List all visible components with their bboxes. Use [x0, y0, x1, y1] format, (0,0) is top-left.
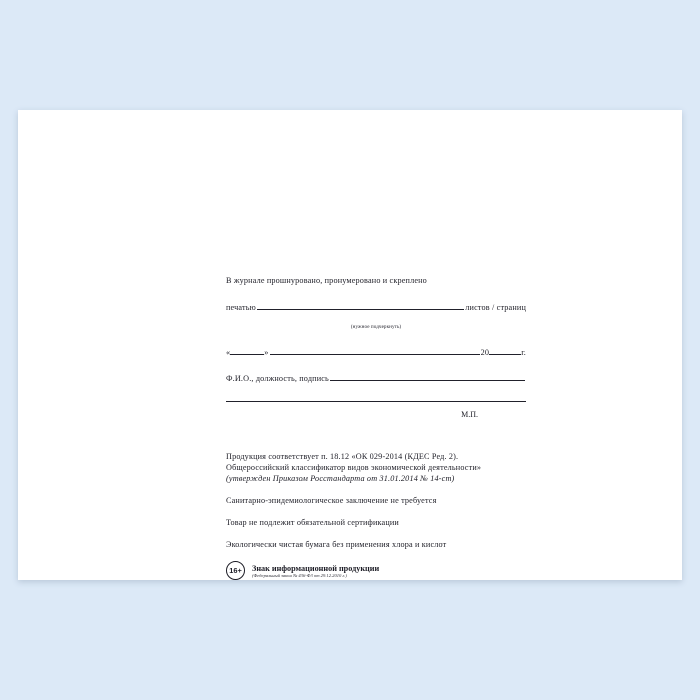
- footer-note-1: Общероссийский классификатор видов экономической деятельности»: [226, 463, 482, 473]
- age-rating-icon: 16+: [226, 561, 245, 580]
- date-quote-open: «: [226, 347, 231, 357]
- footer-note-group-2: [226, 496, 526, 507]
- footer-note-3: Санитарно-эпидемиологическое заключение не требуется: [226, 495, 437, 505]
- footer-note-2: (утвержден Приказом Росстандарта от 31.01.2014 № 14-ст): [226, 474, 455, 484]
- date-year-blank: [489, 346, 521, 355]
- date-month-blank: [270, 346, 480, 355]
- signature-line: [226, 372, 526, 420]
- footer-note-5: Экологически чистая бумага без применения хлора и кислот: [226, 539, 447, 549]
- footer-note-0: Продукция соответствует п. 18.12 «ОК 029-2014 (КДЕС Ред. 2).: [226, 452, 459, 462]
- signature-second-blank: [226, 392, 526, 402]
- underline-note: (нужное подчеркнуть): [350, 323, 402, 330]
- section-gap: [226, 432, 526, 452]
- age-rating-block: [226, 561, 526, 580]
- footer-note-group-1: [226, 452, 526, 484]
- seal-count-blank: [257, 301, 464, 310]
- signature-label: Ф.И.О., должность, подпись: [226, 373, 329, 383]
- date-year-suffix: г.: [521, 347, 526, 357]
- certification-line-2: [226, 301, 526, 333]
- age-rating-label: Знак информационной продукции: [252, 563, 380, 573]
- footer-note-4: Товар не подлежит обязательной сертификации: [226, 517, 399, 527]
- age-rating-law: (Федеральный закон № 436-Ф3 от 29.12.2010 г.): [252, 572, 347, 578]
- seal-mark: М.П.: [461, 410, 478, 420]
- seal-prefix-label: печатью: [226, 303, 256, 312]
- date-day-blank: [230, 346, 264, 355]
- document-page: [18, 110, 682, 580]
- sheets-pages-label: листов / страниц: [465, 303, 526, 312]
- footer-note-group-3: [226, 518, 526, 529]
- certification-line-1: [226, 270, 526, 288]
- age-rating-text: [252, 564, 379, 578]
- certification-date-line: [226, 346, 526, 359]
- date-quote-close: »: [264, 347, 269, 357]
- footer-note-group-4: [226, 540, 526, 551]
- date-year-prefix: 20: [480, 347, 490, 357]
- signature-blank: [330, 372, 525, 381]
- certification-text-1: В журнале прошнуровано, пронумеровано и скреплено: [226, 276, 427, 285]
- document-content: [226, 270, 526, 580]
